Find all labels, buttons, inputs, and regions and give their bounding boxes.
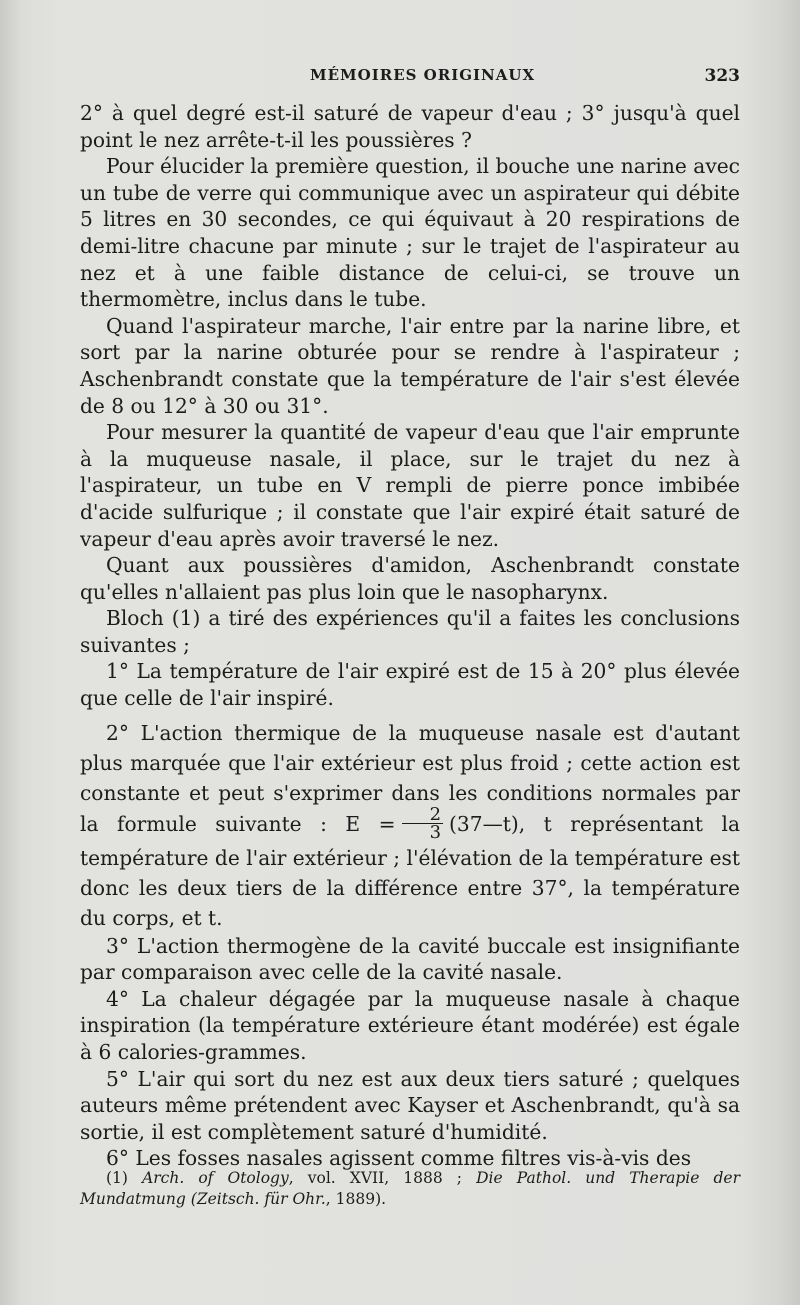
footnote-source-1: Arch. of Otology (142, 1169, 289, 1187)
fraction-denominator: 3 (429, 821, 442, 843)
conclusion-item: 4° La chaleur dégagée par la muqueuse nasale à chaque inspiration (la température extérieure étant modérée) est égale à 6 calories-grammes. (80, 986, 740, 1065)
main-text (80, 100, 740, 1172)
conclusion-item-formula (80, 718, 740, 933)
footnote (80, 1168, 740, 1210)
footnote-volume: , vol. XVII, 1888 ; (288, 1169, 463, 1187)
fraction-numerator: 2 (402, 806, 443, 824)
formula-expression: (37—t), t représentant (449, 811, 703, 836)
paragraph: Quand l'aspirateur marche, l'air entre par la narine libre, et sort par la narine obturée pour se rendre à l'aspirateur ; Aschenbrandt constate que la température de l'air s'est élevée de 8 ou 12° à 30 ou 31°. (80, 313, 740, 418)
paragraph: Pour mesurer la quantité de vapeur d'eau que l'air emprunte à la muqueuse nasale, il place, sur le trajet du nez à l'aspirateur, un tube en V rempli de pierre ponce imbibée d'acide sulfurique ; il constate que l'air expiré était saturé de vapeur d'eau après avoir traversé le nez. (80, 420, 740, 551)
page-header (80, 66, 740, 90)
conclusion-item: 1° La température de l'air expiré est de 15 à 20° plus élevée que celle de l'air inspiré. (80, 659, 740, 711)
paragraph: Quant aux poussières d'amidon, Aschenbrandt constate qu'elles n'allaient pas plus loin que le nasopharynx. (80, 553, 740, 604)
conclusion-item: 5° L'air qui sort du nez est aux deux tiers saturé ; quelques auteurs même prétendent avec Kayser et Aschenbrandt, qu'à sa sortie, il est complètement saturé d'humidité. (80, 1066, 740, 1144)
paragraph: Bloch (1) a tiré des expériences qu'il a faites les conclusions suivantes ; (80, 606, 740, 657)
formula-lead-text: 2° L'action thermique de la muqueuse nasale est d'autant plus marquée que l'air extérieur est plus froid ; cette action est constante et peut s'exprimer dans les conditions normales par la formule suivante : E = (80, 720, 740, 836)
paragraph: 2° à quel degré est-il saturé de vapeur d'eau ; 3° jusqu'à quel point le nez arrête-t-il les poussières ? (80, 101, 740, 152)
fraction (402, 803, 443, 843)
conclusion-item: 6° Les fosses nasales agissent comme filtres vis-à-vis des (106, 1146, 692, 1171)
footnote-source-2: Die Pathol. und Therapie der Mundatmung (80, 1169, 740, 1208)
page-number: 323 (704, 66, 740, 86)
formula-continuation: la température de l'air extérieur ; l'élévation de la température est donc les deux tiers de la différence entre 37°, la température du corps, et t. (80, 811, 740, 930)
conclusion-item: 3° L'action thermogène de la cavité buccale est insignifiante par comparaison avec celle de la cavité nasale. (80, 933, 740, 985)
footnote-year: , 1889). (325, 1190, 387, 1208)
footnote-marker: (1) (106, 1169, 128, 1187)
footnote-source-3: (Zeitsch. für Ohr. (190, 1190, 326, 1208)
paragraph: Pour élucider la première question, il bouche une narine avec un tube de verre qui communique avec un aspirateur qui débite 5 litres en 30 secondes, ce qui équivaut à 20 respirations de demi-litre chacune par minute ; sur le trajet de l'aspirateur au nez et à une faible distance de celui-ci, se trouve un thermomètre, inclus dans le tube. (80, 154, 740, 312)
running-title: MÉMOIRES ORIGINAUX (310, 66, 536, 84)
